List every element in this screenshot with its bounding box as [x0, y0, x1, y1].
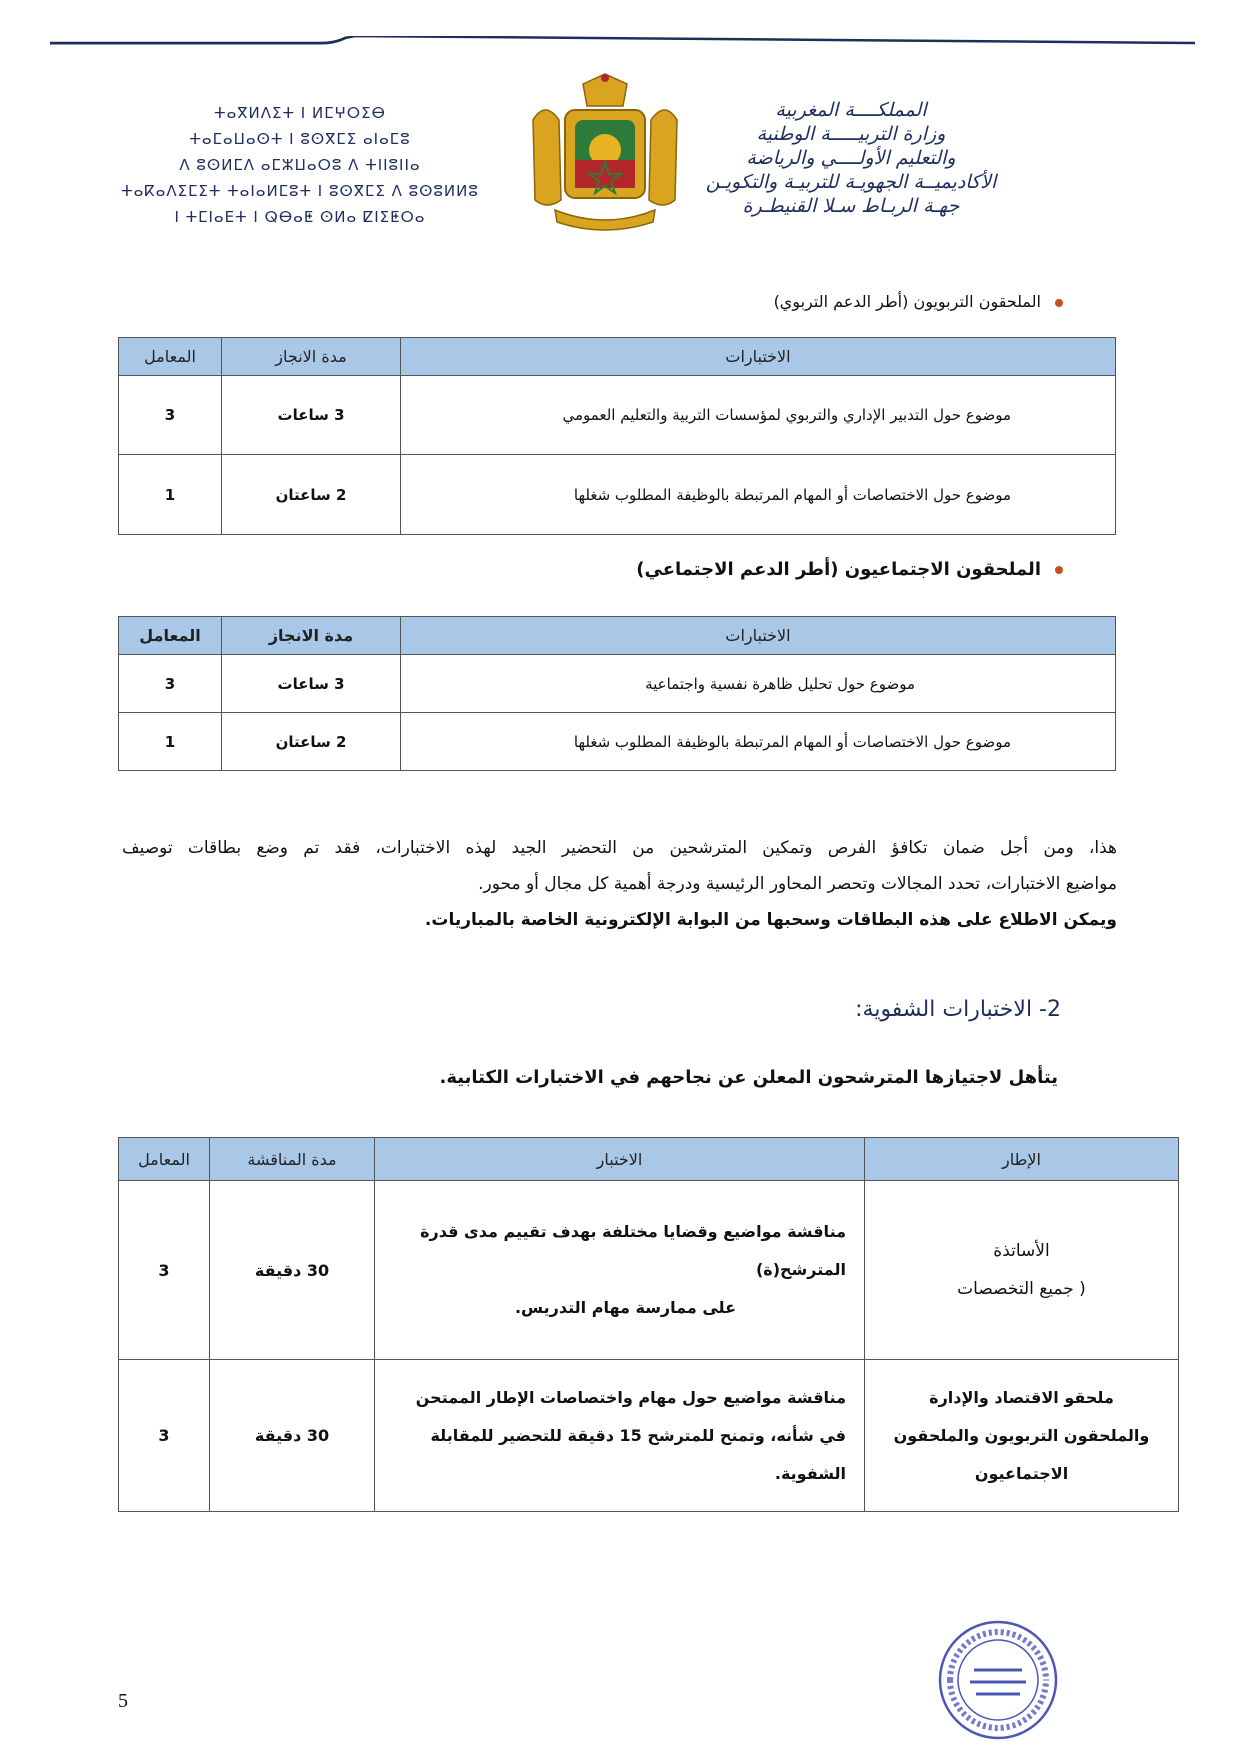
table-cell: 3: [119, 376, 222, 455]
section-heading-social: [636, 559, 1063, 580]
test-cell: [375, 1181, 865, 1360]
paragraph-line: مواضيع الاختبارات، تحدد المجالات وتحصر المحاور الرئيسية ودرجة أهمية كل مجال أو محور.: [478, 874, 1117, 894]
body-paragraph: [122, 830, 1117, 938]
header-line: المملكــــة المغربية: [775, 99, 927, 121]
header-line: الأكاديميــة الجهويـة للتربيـة والتكويـن: [705, 171, 997, 193]
frame-line: الأساتذة: [993, 1241, 1050, 1261]
table-cell: 2 ساعتان: [222, 713, 401, 771]
paragraph-line-bold: ويمكن الاطلاع على هذه البطاقات وسحبها من البوابة الإلكترونية الخاصة بالمباريات.: [424, 910, 1117, 930]
tifinagh-line: ⵜⴰⵎⴰⵡⴰⵙⵜ ⵏ ⵓⵙⴳⵎⵉ ⴰⵏⴰⵎⵓ: [189, 130, 411, 148]
bullet-icon: [1055, 566, 1063, 574]
test-line: المترشح(ة): [755, 1260, 846, 1279]
table-cell: موضوع حول تحليل ظاهرة نفسية واجتماعية: [401, 655, 1116, 713]
table-header: الاختبارات: [401, 617, 1116, 655]
table-header: مدة المناقشة: [210, 1138, 375, 1181]
oral-tests-subtitle: يتأهل لاجتيازها المترشحون المعلن عن نجاحهم في الاختبارات الكتابية.: [439, 1067, 1058, 1088]
coef-cell: 3: [119, 1181, 210, 1360]
header-line: والتعليم الأولــــي والرياضة: [746, 147, 956, 169]
table-header: الإطار: [865, 1138, 1179, 1181]
table-header: الاختبارات: [401, 338, 1116, 376]
table-cell: 3: [119, 655, 222, 713]
table-cell: موضوع حول التدبير الإداري والتربوي لمؤسسات التربية والتعليم العمومي: [401, 376, 1116, 455]
header-tifinagh: [120, 100, 480, 230]
tifinagh-line: ⴷ ⵓⵙⵍⵎⴷ ⴰⵎⵣⵡⴰⵔⵓ ⴷ ⵜⵏⵏⵓⵏⵏⴰ: [179, 156, 421, 174]
tifinagh-line: ⵜⴰⴳⵍⴷⵉⵜ ⵏ ⵍⵎⵖⵔⵉⴱ: [214, 104, 386, 122]
paragraph-line: هذا، ومن أجل ضمان تكافؤ الفرص وتمكين المترشحين من التحضير الجيد لهذه الاختبارات، فقد تم وضع بطاقات توصيف: [122, 838, 1117, 858]
bullet-icon: [1055, 299, 1063, 307]
frame-line: ( جميع التخصصات: [957, 1279, 1086, 1299]
table-cell: موضوع حول الاختصاصات أو المهام المرتبطة بالوظيفة المطلوب شغلها: [401, 713, 1116, 771]
frame-line: ملحقو الاقتصاد والإدارة: [929, 1387, 1114, 1407]
header-line: جهـة الربـاط سـلا القنيطـرة: [742, 195, 960, 217]
table-header: مدة الانجاز: [222, 617, 401, 655]
coat-of-arms-emblem: [525, 70, 685, 238]
frame-cell: [865, 1181, 1179, 1360]
tifinagh-line: ⵏ ⵜⵎⵏⴰⴹⵜ ⵏ ⵕⴱⴰⵟ ⵙⵍⴰ ⵇⵏⵉⵟⵔⴰ: [174, 208, 426, 226]
table-header: مدة الانجاز: [222, 338, 401, 376]
test-line: مناقشة مواضيع وقضايا مختلفة بهدف تقييم مدى قدرة: [420, 1222, 846, 1241]
test-line: على ممارسة مهام التدريس.: [514, 1298, 736, 1317]
table-cell: 3 ساعات: [222, 655, 401, 713]
oral-tests-title: 2- الاختبارات الشفوية:: [855, 997, 1061, 1022]
duration-cell: 30 دقيقة: [210, 1360, 375, 1512]
frame-line: الاجتماعيون: [974, 1463, 1069, 1483]
test-line: مناقشة مواضيع حول مهام واختصاصات الإطار الممتحن: [415, 1387, 846, 1407]
section-heading-text: الملحقون الاجتماعيون (أطر الدعم الاجتماعي): [636, 559, 1041, 580]
duration-cell: 30 دقيقة: [210, 1181, 375, 1360]
official-stamp-icon: [936, 1618, 1060, 1742]
page-number: 5: [118, 1690, 128, 1712]
table-cell: 3 ساعات: [222, 376, 401, 455]
table-cell: 2 ساعتان: [222, 455, 401, 535]
written-tests-table-pedagogical: [118, 337, 1116, 535]
table-cell: موضوع حول الاختصاصات أو المهام المرتبطة بالوظيفة المطلوب شغلها: [401, 455, 1116, 535]
table-header: المعامل: [119, 617, 222, 655]
oral-tests-table: [118, 1137, 1179, 1512]
frame-line: والملحقون التربويون والملحقون: [893, 1425, 1150, 1445]
section-heading-text: الملحقون التربويون (أطر الدعم التربوي): [773, 292, 1041, 311]
coef-cell: 3: [119, 1360, 210, 1512]
test-line: الشفوية.: [774, 1463, 846, 1483]
test-line: في شأنه، وتمنح للمترشح 15 دقيقة للتحضير للمقابلة: [430, 1425, 846, 1445]
written-tests-table-social: [118, 616, 1116, 771]
table-header: المعامل: [119, 1138, 210, 1181]
table-cell: 1: [119, 713, 222, 771]
header-line: وزارة التربيـــــة الوطنية: [756, 123, 946, 145]
top-rule: [50, 36, 1195, 60]
tifinagh-line: ⵜⴰⴽⴰⴷⵉⵎⵉⵜ ⵜⴰⵏⴰⵍⵎⵓⵜ ⵏ ⵓⵙⴳⵎⵉ ⴷ ⵓⵙⵓⵍⵍⵓ: [121, 182, 479, 200]
table-header: الاختبار: [375, 1138, 865, 1181]
table-cell: 1: [119, 455, 222, 535]
header-arabic: [691, 98, 1011, 218]
test-cell: [375, 1360, 865, 1512]
section-heading-pedagogical: [774, 292, 1063, 311]
table-header: المعامل: [119, 338, 222, 376]
frame-cell: [865, 1360, 1179, 1512]
